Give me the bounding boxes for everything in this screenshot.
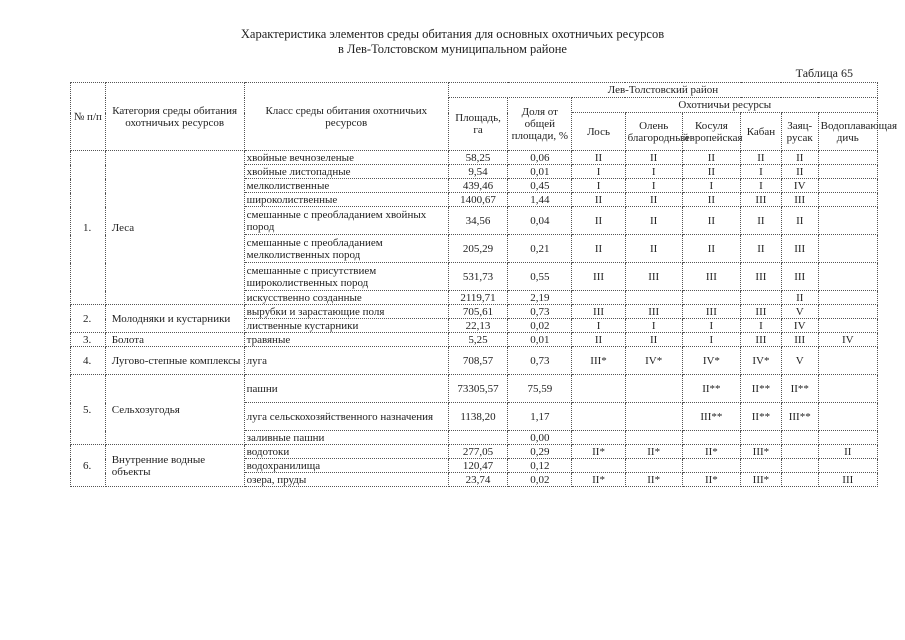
quality-class-cell: II (625, 151, 682, 165)
header-resources: Охотничьи ресурсы (572, 98, 878, 113)
quality-class-cell: II* (682, 473, 740, 487)
header-species-roe-deer: Косуля европейская (682, 113, 740, 151)
quality-class-cell: III** (682, 403, 740, 431)
quality-class-cell: II (625, 333, 682, 347)
quality-class-cell (818, 193, 877, 207)
quality-class-cell (682, 459, 740, 473)
area-cell: 9,54 (448, 165, 507, 179)
quality-class-cell (741, 459, 782, 473)
quality-class-cell: I (572, 319, 625, 333)
header-class: Класс среды обитания охотничьих ресурсов (244, 83, 448, 151)
quality-class-cell: II (781, 207, 818, 235)
header-species-boar: Кабан (741, 113, 782, 151)
header-category: Категория среды обитания охотничьих ресурсов (105, 83, 244, 151)
group-number: 3. (71, 333, 106, 347)
table-row (71, 347, 878, 375)
quality-class-cell (818, 235, 877, 263)
habitat-class-cell: заливные пашни (244, 431, 448, 445)
quality-class-cell: III (818, 473, 877, 487)
area-cell (448, 431, 507, 445)
area-cell: 22,13 (448, 319, 507, 333)
quality-class-cell: IV (818, 333, 877, 347)
quality-class-cell: III (781, 263, 818, 291)
document-subtitle: в Лев-Толстовском муниципальном районе (338, 42, 567, 56)
quality-class-cell: I (682, 333, 740, 347)
area-cell: 120,47 (448, 459, 507, 473)
table-row (71, 305, 878, 319)
share-cell: 0,02 (508, 319, 572, 333)
habitat-class-cell: пашни (244, 375, 448, 403)
quality-class-cell (682, 431, 740, 445)
quality-class-cell: IV (781, 319, 818, 333)
quality-class-cell: IV (781, 179, 818, 193)
share-cell: 0,00 (508, 431, 572, 445)
group-category: Молодняки и кустарники (105, 305, 244, 333)
quality-class-cell: III (625, 263, 682, 291)
share-cell: 0,73 (508, 347, 572, 375)
quality-class-cell (572, 431, 625, 445)
area-cell: 5,25 (448, 333, 507, 347)
share-cell: 0,02 (508, 473, 572, 487)
area-cell: 708,57 (448, 347, 507, 375)
area-cell: 439,46 (448, 179, 507, 193)
quality-class-cell (625, 403, 682, 431)
quality-class-cell (572, 403, 625, 431)
habitat-class-cell: водотоки (244, 445, 448, 459)
quality-class-cell: II (572, 333, 625, 347)
habitat-class-cell: смешанные с присутствием широколиственных пород (244, 263, 448, 291)
header-area: Площадь, га (448, 98, 507, 151)
quality-class-cell: II (572, 207, 625, 235)
share-cell: 0,45 (508, 179, 572, 193)
quality-class-cell: III (741, 193, 782, 207)
quality-class-cell: II* (572, 473, 625, 487)
quality-class-cell (818, 291, 877, 305)
quality-class-cell: I (625, 179, 682, 193)
quality-class-cell: II (781, 151, 818, 165)
quality-class-cell (818, 165, 877, 179)
habitat-class-cell: хвойные вечнозеленые (244, 151, 448, 165)
quality-class-cell: II (682, 151, 740, 165)
habitat-class-cell: водохранилища (244, 459, 448, 473)
share-cell: 0,21 (508, 235, 572, 263)
quality-class-cell: III (682, 263, 740, 291)
quality-class-cell (818, 375, 877, 403)
area-cell: 1138,20 (448, 403, 507, 431)
table-row (71, 375, 878, 403)
quality-class-cell: II** (682, 375, 740, 403)
share-cell: 1,44 (508, 193, 572, 207)
quality-class-cell (781, 445, 818, 459)
quality-class-cell: I (741, 179, 782, 193)
header-species-waterfowl: Водоплавающая дичь (818, 113, 877, 151)
quality-class-cell: III** (781, 403, 818, 431)
quality-class-cell: III (572, 263, 625, 291)
share-cell: 0,06 (508, 151, 572, 165)
quality-class-cell (818, 431, 877, 445)
quality-class-cell: III (781, 235, 818, 263)
quality-class-cell (572, 375, 625, 403)
quality-class-cell: II (682, 235, 740, 263)
quality-class-cell: I (741, 319, 782, 333)
quality-class-cell: V (781, 305, 818, 319)
quality-class-cell (818, 319, 877, 333)
quality-class-cell: III* (741, 473, 782, 487)
quality-class-cell: II (682, 207, 740, 235)
area-cell: 58,25 (448, 151, 507, 165)
quality-class-cell: II* (625, 445, 682, 459)
quality-class-cell: II (818, 445, 877, 459)
quality-class-cell: III* (741, 445, 782, 459)
group-category: Сельхозугодья (105, 375, 244, 445)
table-row (71, 333, 878, 347)
header-species-red-deer: Олень благородный (625, 113, 682, 151)
header-species-hare: Заяц-русак (781, 113, 818, 151)
quality-class-cell: II (625, 193, 682, 207)
group-number: 1. (71, 151, 106, 305)
quality-class-cell (625, 375, 682, 403)
quality-class-cell (818, 207, 877, 235)
table-row (71, 151, 878, 165)
header-num: № п/п (71, 83, 106, 151)
quality-class-cell: III (682, 305, 740, 319)
group-category: Внутренние водные объекты (105, 445, 244, 487)
quality-class-cell (818, 305, 877, 319)
habitat-class-cell: смешанные с преобладанием хвойных пород (244, 207, 448, 235)
area-cell: 2119,71 (448, 291, 507, 305)
area-cell: 277,05 (448, 445, 507, 459)
quality-class-cell (818, 459, 877, 473)
quality-class-cell (682, 291, 740, 305)
quality-class-cell: II (741, 235, 782, 263)
habitat-table (70, 82, 898, 487)
quality-class-cell (818, 347, 877, 375)
share-cell: 2,19 (508, 291, 572, 305)
share-cell: 1,17 (508, 403, 572, 431)
quality-class-cell (741, 431, 782, 445)
quality-class-cell (818, 179, 877, 193)
group-category: Лугово-степные комплексы (105, 347, 244, 375)
group-category: Леса (105, 151, 244, 305)
quality-class-cell: II (572, 151, 625, 165)
quality-class-cell: II (625, 207, 682, 235)
habitat-class-cell: травяные (244, 333, 448, 347)
quality-class-cell: II** (741, 403, 782, 431)
group-number: 5. (71, 375, 106, 445)
quality-class-cell: V (781, 347, 818, 375)
quality-class-cell: I (625, 165, 682, 179)
area-cell: 73305,57 (448, 375, 507, 403)
quality-class-cell: I (625, 319, 682, 333)
quality-class-cell (781, 459, 818, 473)
quality-class-cell (818, 263, 877, 291)
quality-class-cell (781, 431, 818, 445)
quality-class-cell: IV* (682, 347, 740, 375)
quality-class-cell: III (781, 193, 818, 207)
share-cell: 0,29 (508, 445, 572, 459)
habitat-class-cell: искусственно созданные (244, 291, 448, 305)
quality-class-cell: II (741, 151, 782, 165)
quality-class-cell: I (572, 179, 625, 193)
quality-class-cell: I (572, 165, 625, 179)
share-cell: 0,01 (508, 165, 572, 179)
group-number: 2. (71, 305, 106, 333)
share-cell: 0,55 (508, 263, 572, 291)
group-number: 4. (71, 347, 106, 375)
group-number: 6. (71, 445, 106, 487)
quality-class-cell (625, 291, 682, 305)
quality-class-cell: II (741, 207, 782, 235)
quality-class-cell: II (682, 165, 740, 179)
share-cell: 0,73 (508, 305, 572, 319)
quality-class-cell (781, 473, 818, 487)
quality-class-cell: II (625, 235, 682, 263)
quality-class-cell (625, 431, 682, 445)
share-cell: 75,59 (508, 375, 572, 403)
habitat-class-cell: луга сельскохозяйственного назначения (244, 403, 448, 431)
quality-class-cell: I (682, 179, 740, 193)
table-row (71, 445, 878, 459)
habitat-class-cell: смешанные с преобладанием мелколиственных пород (244, 235, 448, 263)
document-title: Характеристика элементов среды обитания для основных охотничьих ресурсов (240, 27, 665, 41)
quality-class-cell (741, 291, 782, 305)
quality-class-cell: II (781, 165, 818, 179)
quality-class-cell: III (572, 305, 625, 319)
area-cell: 23,74 (448, 473, 507, 487)
header-species-moose: Лось (572, 113, 625, 151)
quality-class-cell: II* (625, 473, 682, 487)
area-cell: 705,61 (448, 305, 507, 319)
quality-class-cell: II* (682, 445, 740, 459)
quality-class-cell: II (781, 291, 818, 305)
area-cell: 531,73 (448, 263, 507, 291)
habitat-class-cell: лиственные кустарники (244, 319, 448, 333)
quality-class-cell: III* (572, 347, 625, 375)
habitat-class-cell: луга (244, 347, 448, 375)
quality-class-cell: IV* (625, 347, 682, 375)
header-share: Доля от общей площади, % (508, 98, 572, 151)
quality-class-cell: IV* (741, 347, 782, 375)
habitat-class-cell: широколиственные (244, 193, 448, 207)
area-cell: 34,56 (448, 207, 507, 235)
quality-class-cell: II (682, 193, 740, 207)
quality-class-cell (818, 151, 877, 165)
quality-class-cell: II (572, 235, 625, 263)
quality-class-cell: III (741, 305, 782, 319)
area-cell: 1400,67 (448, 193, 507, 207)
header-district: Лев-Толстовский район (448, 83, 877, 98)
share-cell: 0,01 (508, 333, 572, 347)
habitat-class-cell: озера, пруды (244, 473, 448, 487)
quality-class-cell (818, 403, 877, 431)
quality-class-cell: III (741, 333, 782, 347)
habitat-class-cell: мелколиственные (244, 179, 448, 193)
area-cell: 205,29 (448, 235, 507, 263)
quality-class-cell (572, 291, 625, 305)
quality-class-cell: III (781, 333, 818, 347)
quality-class-cell: III (625, 305, 682, 319)
quality-class-cell (625, 459, 682, 473)
habitat-class-cell: вырубки и зарастающие поля (244, 305, 448, 319)
quality-class-cell: III (741, 263, 782, 291)
quality-class-cell: II** (781, 375, 818, 403)
habitat-class-cell: хвойные листопадные (244, 165, 448, 179)
quality-class-cell: I (682, 319, 740, 333)
quality-class-cell: I (741, 165, 782, 179)
quality-class-cell: II* (572, 445, 625, 459)
share-cell: 0,12 (508, 459, 572, 473)
quality-class-cell: II** (741, 375, 782, 403)
quality-class-cell: II (572, 193, 625, 207)
group-category: Болота (105, 333, 244, 347)
quality-class-cell (572, 459, 625, 473)
share-cell: 0,04 (508, 207, 572, 235)
table-number: Таблица 65 (795, 66, 853, 80)
